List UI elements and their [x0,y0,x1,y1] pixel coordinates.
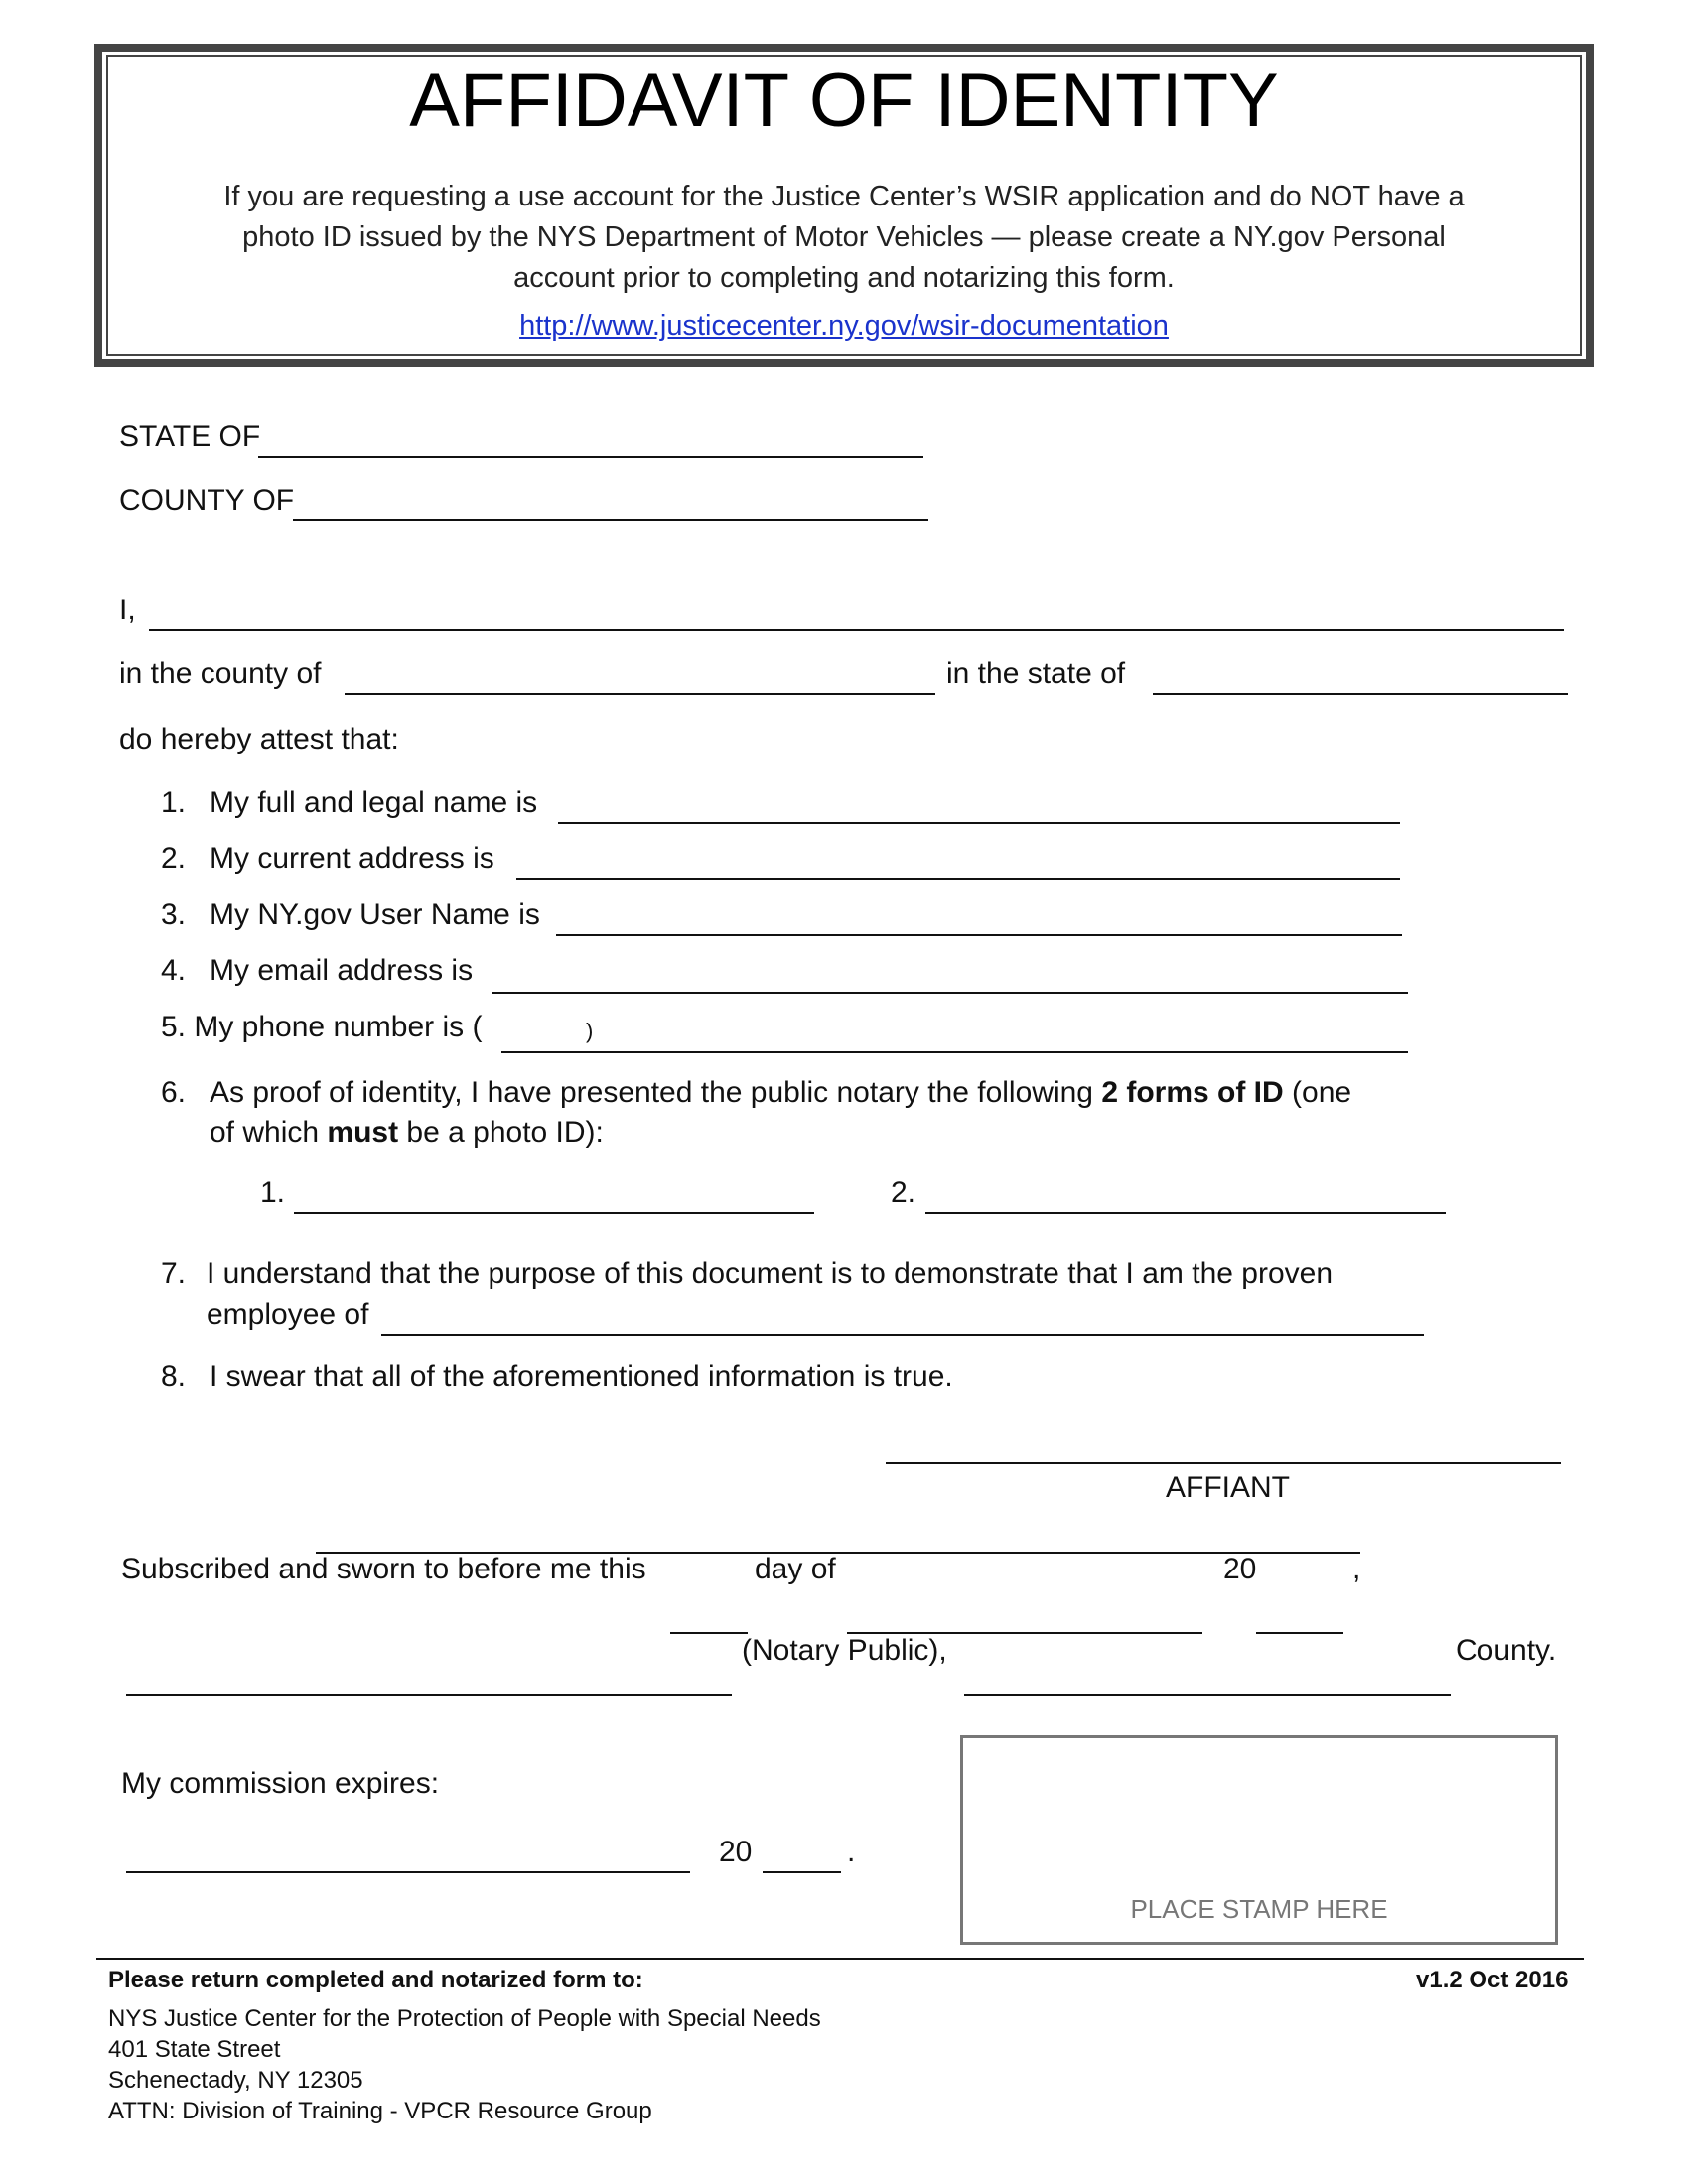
phone-label: 5. My phone number is ( [161,1011,483,1043]
county-label: County. [1456,1634,1557,1667]
commission-year-field[interactable] [763,1871,841,1873]
proof-line-2 [210,1118,604,1148]
intro-text [199,177,1489,299]
proof-line-1-bold: 2 forms of ID [1101,1076,1284,1109]
item-8-number: 8. [161,1360,187,1393]
email-label: My email address is [210,954,474,987]
address-line-3: Schenectady, NY 12305 [108,2067,363,2094]
year-prefix: 20 [1223,1553,1257,1585]
proof-line-2-bold: must [327,1116,399,1149]
phone-close-paren: ) [586,1019,594,1043]
item-4-number: 4. [161,954,187,987]
address-field[interactable] [516,878,1400,880]
item-6-number: 6. [161,1076,187,1109]
affiant-signature-field[interactable] [886,1462,1561,1464]
notary-short-field-2[interactable] [1256,1632,1343,1634]
notary-county-field[interactable] [964,1694,1451,1696]
full-name-field[interactable] [558,822,1400,824]
state-of-label: STATE OF [119,420,261,453]
commission-period: . [847,1836,856,1868]
notary-signature-field[interactable] [126,1694,732,1696]
employer-field[interactable] [381,1334,1424,1336]
id-2-field[interactable] [925,1212,1446,1214]
subscribed-text: Subscribed and sworn to before me this [121,1553,646,1585]
id-1-number: 1. [260,1176,286,1209]
commission-date-field[interactable] [126,1871,690,1873]
item-1-number: 1. [161,786,187,819]
item-3-number: 3. [161,898,187,931]
proof-line-1-c: (one [1283,1076,1352,1109]
address-label: My current address is [210,842,494,875]
email-field[interactable] [492,992,1408,994]
purpose-line-1: I understand that the purpose of this document is to demonstrate that I am the proven [207,1257,1334,1290]
affiant-county-field[interactable] [345,693,935,695]
id-1-field[interactable] [294,1212,814,1214]
county-of-label: COUNTY OF [119,484,295,517]
full-name-label: My full and legal name is [210,786,538,819]
in-county-label: in the county of [119,657,322,690]
intro-line-2: photo ID issued by the NYS Department of Motor Vehicles — please create a NY.gov Personal [242,221,1446,253]
affiant-label: AFFIANT [1166,1471,1290,1504]
item-2-number: 2. [161,842,187,875]
username-label: My NY.gov User Name is [210,898,540,931]
day-of-label: day of [755,1553,836,1585]
date-comma: , [1352,1553,1361,1585]
proof-line-2-a: of which [210,1116,328,1149]
intro-line-3: account prior to completing and notarizing this form. [513,262,1175,294]
state-of-field[interactable] [258,456,923,458]
intro-line-1: If you are requesting a use account for the Justice Center’s WSIR application and do NOT have a [223,181,1465,212]
swear-text: I swear that all of the aforementioned information is true. [210,1360,953,1393]
return-label: Please return completed and notarized form to: [108,1967,643,1993]
stamp-label: PLACE STAMP HERE [1130,1894,1388,1924]
attest-text: do hereby attest that: [119,723,399,755]
commission-year-prefix: 20 [719,1836,753,1868]
address-line-1: NYS Justice Center for the Protection of People with Special Needs [108,2005,821,2032]
proof-line-2-c: be a photo ID): [398,1116,604,1149]
phone-field[interactable] [501,1051,1408,1053]
username-field[interactable] [556,934,1402,936]
form-title: AFFIDAVIT OF IDENTITY [409,59,1279,143]
proof-line-1-a: As proof of identity, I have presented the public notary the following [210,1076,1102,1109]
affiant-state-field[interactable] [1153,693,1568,695]
address-line-4: ATTN: Division of Training - VPCR Resource Group [108,2098,652,2124]
county-of-field[interactable] [293,519,928,521]
affiant-name-field[interactable] [149,629,1564,631]
item-7-number: 7. [161,1257,187,1290]
notary-public-label: (Notary Public), [742,1634,947,1667]
in-state-label: in the state of [946,657,1126,690]
documentation-link[interactable]: http://www.justicecenter.ny.gov/wsir-documentation [519,310,1169,341]
purpose-line-2: employee of [207,1298,369,1331]
proof-line-1 [210,1078,1351,1108]
version-label: v1.2 Oct 2016 [1416,1967,1569,1993]
i-label: I, [119,594,136,626]
id-2-number: 2. [891,1176,916,1209]
commission-label: My commission expires: [121,1767,440,1800]
footer-rule [96,1958,1584,1960]
address-line-2: 401 State Street [108,2036,281,2063]
notary-short-field-1[interactable] [670,1632,748,1634]
